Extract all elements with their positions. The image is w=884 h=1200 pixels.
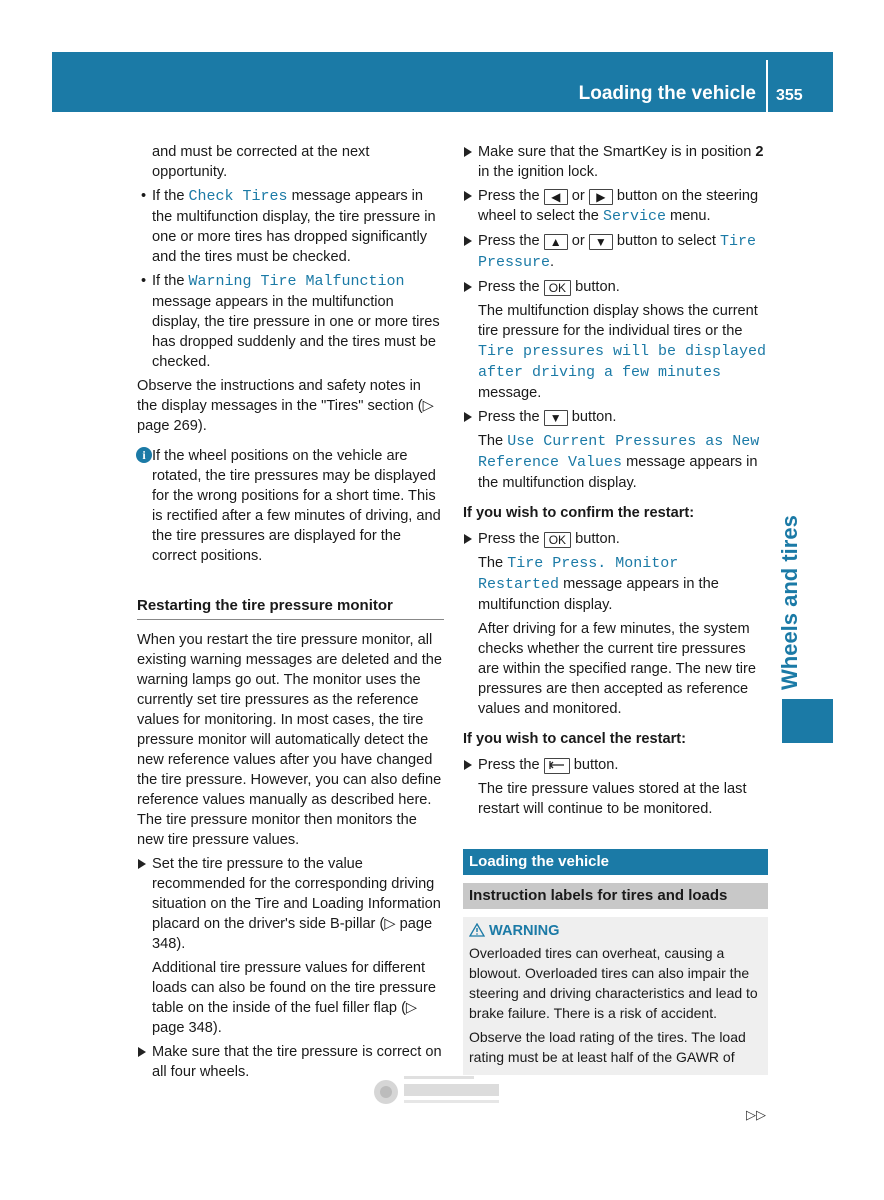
instruction-step: Set the tire pressure to the value recommended for the corresponding driving situation on the Tire and Loading Information placard on the driver's side B-pillar (▷ page 348). [137, 854, 444, 954]
left-column [137, 142, 444, 1086]
list-item: • If the Check Tires message appears in the multifunction display, the tire pressure in one or more tires has dropped significantly and the tires must be checked. [141, 188, 436, 265]
up-arrow-key-icon: ▲ [544, 234, 568, 250]
warning-box [463, 917, 768, 1075]
instruction-step: Make sure that the SmartKey is in position 2 in the ignition lock. [463, 142, 768, 182]
warning-triangle-icon [469, 923, 485, 937]
display-message: Warning Tire Malfunction [188, 273, 405, 290]
display-message: Tire Press. Monitor Restarted [478, 555, 679, 593]
info-note [137, 446, 444, 566]
instruction-step: Press the ◀ or ▶ button on the steering wheel to select the Service menu. [463, 186, 768, 227]
bullet-dot: • [141, 273, 147, 289]
down-arrow-key-icon: ▼ [589, 234, 613, 250]
page-number: 355 [776, 87, 803, 104]
instruction-step: Press the OK button. [463, 529, 768, 549]
instruction-step: Press the button. [463, 755, 768, 775]
instruction-step: Make sure that the tire pressure is correct on all four wheels. [137, 1042, 444, 1082]
instruction-step: Press the ▲ or ▼ button to select Tire Pressure. [463, 231, 768, 273]
step-note: The Tire Press. Monitor Restarted message appears in the multifunction display. [478, 555, 719, 613]
step-note: After driving for a few minutes, the system checks whether the current tire pressures are within the specified range. The new tire pressures are then accepted as reference values and monitored. [478, 621, 756, 717]
instruction-step: Press the OK button. [463, 277, 768, 297]
right-column [463, 142, 768, 1075]
display-message: Tire pressures will be displayed after driving a few minutes [478, 343, 767, 381]
info-note-text: If the wheel positions on the vehicle are rotated, the tire pressures may be displayed for the wrong positions for a short time. This is rectified after a few minutes of driving, and the tire pressures are displayed for the correct positions. [152, 448, 441, 564]
back-key-icon [544, 758, 570, 774]
right-arrow-key-icon: ▶ [589, 189, 613, 205]
step-note: The multifunction display shows the current tire pressure for the individual tires or the Tire pressures will be displayed after driving a few minutes message. [478, 303, 767, 401]
step-arrow-icon [464, 412, 472, 422]
cancel-heading: If you wish to cancel the restart: [463, 731, 687, 747]
step-arrow-icon [464, 534, 472, 544]
warning-heading: WARNING [469, 921, 762, 941]
header-separator [766, 60, 768, 112]
step-arrow-icon [464, 147, 472, 157]
ok-key: OK [544, 280, 571, 296]
section-heading: Restarting the tire pressure monitor [137, 596, 444, 620]
confirm-heading: If you wish to confirm the restart: [463, 505, 695, 521]
list-item: • If the Warning Tire Malfunction message appears in the multifunction display, the tire pressure in one or more tires has dropped suddenly and the tires must be checked. [141, 273, 440, 370]
display-message: Use Current Pressures as New Reference Values [478, 433, 760, 471]
display-message: Tire Pressure [478, 233, 756, 271]
side-tab-block [782, 699, 833, 743]
ok-key: OK [544, 532, 571, 548]
box-subtitle: Instruction labels for tires and loads [463, 883, 768, 909]
observe-text: Observe the instructions and safety notes in the display messages in the "Tires" section (▷ page 269). [137, 378, 434, 434]
step-arrow-icon [138, 1047, 146, 1057]
step-arrow-icon [464, 282, 472, 292]
step-arrow-icon [464, 760, 472, 770]
down-arrow-key-icon: ▼ [544, 410, 568, 426]
warning-text: Observe the load rating of the tires. The load rating must be at least half of the GAWR of [469, 1029, 746, 1065]
step-arrow-icon [464, 191, 472, 201]
instruction-step: Press the ▼ button. [463, 407, 768, 427]
info-icon: i [136, 447, 152, 463]
warning-text: Overloaded tires can overheat, causing a blowout. Overloaded tires can also impair the steering and driving characteristics and lead to brake failure. There is a risk of accident. [469, 945, 758, 1021]
step-arrow-icon [464, 236, 472, 246]
step-note: Additional tire pressure values for different loads can also be found on the tire pressure table on the inside of the fuel filler flap (▷ page 348). [152, 960, 436, 1036]
display-message: Service [602, 208, 666, 225]
section-body: When you restart the tire pressure monitor, all existing warning messages are deleted and the warning lamps go out. The monitor uses the currently set tire pressures as the reference values for monitoring. In most cases, the tire pressure monitor will automatically detect the new reference values after you have changed the tire pressure. However, you can also define reference values manually as described here. The tire pressure monitor then monitors the new tire pressure values. [137, 632, 443, 848]
step-arrow-icon [138, 859, 146, 869]
bullet-dot: • [141, 188, 147, 204]
display-message: Check Tires [188, 188, 288, 205]
side-tab-label: Wheels and tires [777, 515, 802, 690]
left-arrow-key-icon: ◀ [544, 189, 568, 205]
step-note: The tire pressure values stored at the last restart will continue to be monitored. [478, 781, 747, 817]
dealer-watermark-logo [372, 1072, 507, 1112]
step-note: The Use Current Pressures as New Reference Values message appears in the multifunction display. [478, 433, 760, 491]
page-title: Loading the vehicle [578, 83, 756, 104]
intro-text: and must be corrected at the next opportunity. [152, 144, 370, 180]
box-title: Loading the vehicle [463, 849, 768, 875]
continue-marker: ▷▷ [746, 1107, 766, 1122]
